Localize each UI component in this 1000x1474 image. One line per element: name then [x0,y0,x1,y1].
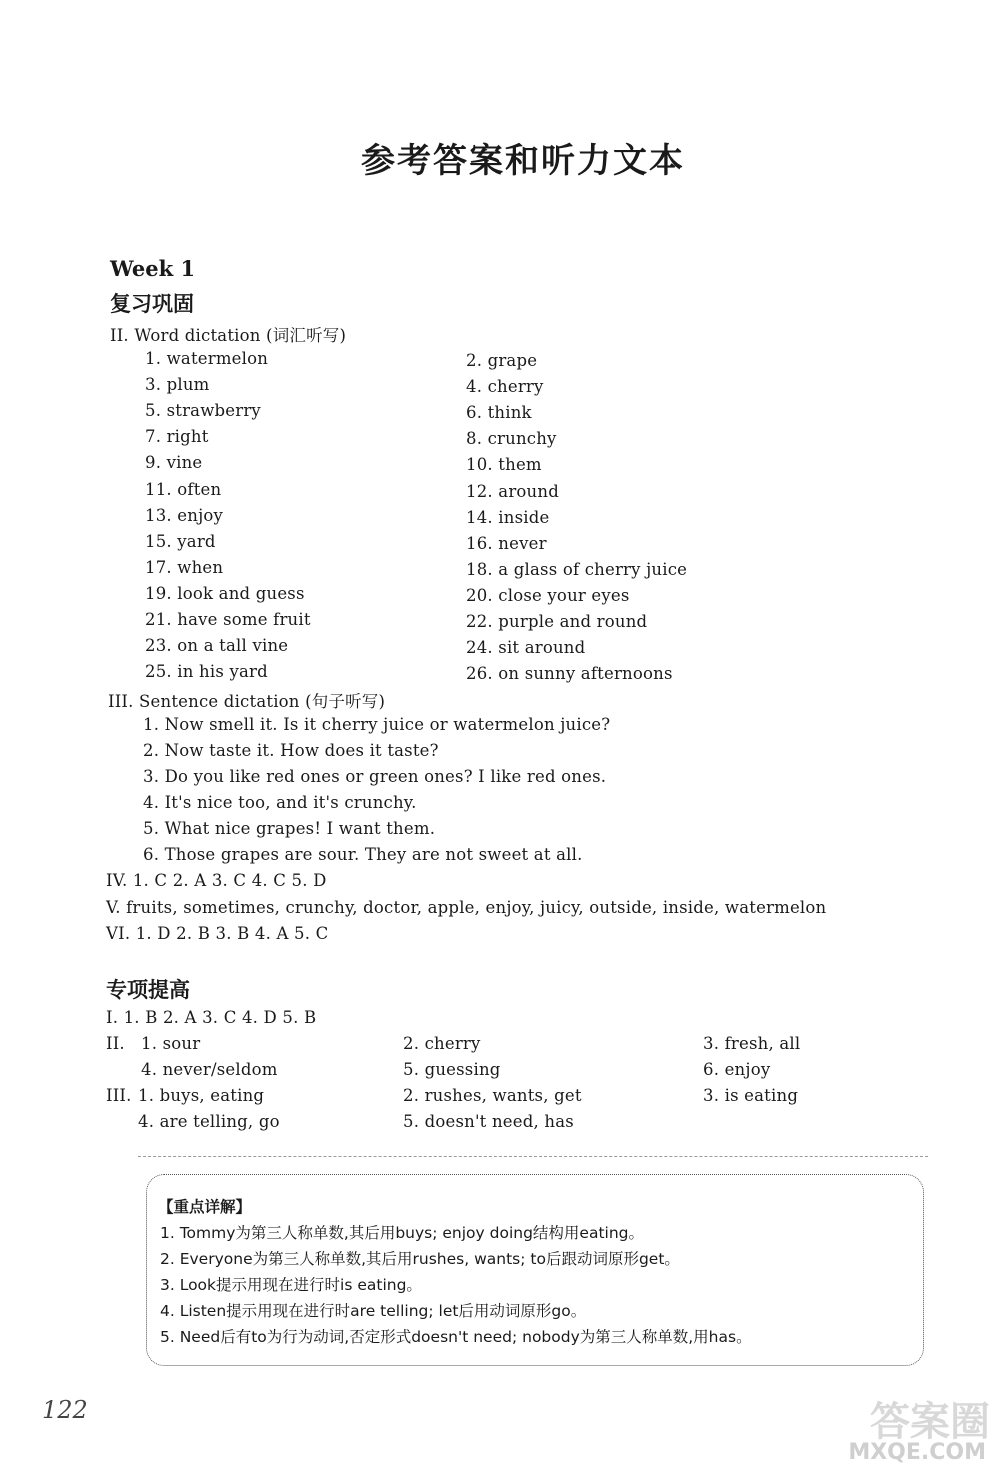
sentence-item: 2. Now taste it. How does it taste? [143,741,439,760]
word-item: 18. a glass of cherry juice [466,559,688,579]
answers-iv: IV. 1. C 2. A 3. C 4. C 5. D [106,871,327,890]
word-item: 4. cherry [466,377,544,397]
answer-item: 4. never/seldom [141,1060,278,1079]
answers-i: I. 1. B 2. A 3. C 4. D 5. B [106,1008,317,1027]
word-item: 12. around [466,481,559,501]
answer-item: 1. buys, eating [138,1086,265,1105]
sentence-item: 6. Those grapes are sour. They are not sweet at all. [143,845,583,864]
word-item: 3. plum [145,375,210,395]
word-item: 13. enjoy [145,505,224,525]
sentence-item: 5. What nice grapes! I want them. [143,819,436,838]
watermark-logo: 答案圈 [870,1399,990,1445]
word-item: 19. look and guess [145,583,305,603]
sentence-dictation-header: III. Sentence dictation (句子听写) [108,692,386,711]
key-point-item: 4. Listen提示用现在进行时are telling; let后用动词原形go。 [160,1302,587,1320]
word-item: 1. watermelon [145,349,269,368]
answer-item: 5. guessing [403,1060,501,1079]
answers-vi: VI. 1. D 2. B 3. B 4. A 5. C [106,924,329,943]
word-item: 22. purple and round [466,612,648,631]
review-heading: 复习巩固 [110,292,194,316]
divider-line [138,1156,928,1157]
key-point-item: 2. Everyone为第三人称单数,其后用rushes, wants; to后跟动词原形get。 [160,1250,680,1268]
word-item: 20. close your eyes [466,585,630,605]
answer-item: 1. sour [141,1034,201,1053]
answers-v: V. fruits, sometimes, crunchy, doctor, apple, enjoy, juicy, outside, inside, watermelon [106,898,827,917]
sentence-item: 4. It's nice too, and it's crunchy. [143,793,417,812]
word-item: 6. think [466,403,532,423]
key-points-heading: 【重点详解】 [158,1198,252,1216]
answer-item: 2. cherry [403,1034,481,1053]
iii-label: III. [106,1086,132,1105]
answer-item: 4. are telling, go [138,1112,280,1131]
word-item: 26. on sunny afternoons [466,664,673,684]
word-item: 14. inside [466,507,550,527]
improve-heading: 专项提高 [106,978,190,1002]
answer-item: 6. enjoy [703,1060,771,1079]
page-number: 122 [42,1396,88,1424]
word-item: 5. strawberry [145,401,261,421]
word-dictation-header: II. Word dictation (词汇听写) [110,326,347,345]
sentence-item: 3. Do you like red ones or green ones? I like red ones. [143,767,607,786]
word-item: 11. often [145,479,222,499]
word-item: 21. have some fruit [145,610,311,629]
key-point-item: 5. Need后有to为行为动词,否定形式doesn't need; nobody为第三人称单数,用has。 [160,1328,752,1346]
word-item: 17. when [145,557,224,577]
word-item: 24. sit around [466,638,586,658]
word-item: 25. in his yard [145,662,268,682]
key-point-item: 3. Look提示用现在进行时is eating。 [160,1276,422,1294]
answer-item: 3. fresh, all [703,1034,801,1053]
word-item: 16. never [466,533,547,553]
key-point-item: 1. Tommy为第三人称单数,其后用buys; enjoy doing结构用eating。 [160,1224,645,1242]
answer-item: 2. rushes, wants, get [403,1086,582,1105]
watermark-url: MXQE.COM [848,1440,986,1465]
word-item: 2. grape [466,351,538,370]
ii-label: II. [106,1034,125,1053]
word-item: 9. vine [145,453,203,473]
word-item: 10. them [466,455,542,475]
page-title: 参考答案和听力文本 [361,141,685,181]
week-heading: Week 1 [110,256,196,281]
word-item: 8. crunchy [466,429,557,449]
word-item: 23. on a tall vine [145,636,289,656]
sentence-item: 1. Now smell it. Is it cherry juice or watermelon juice? [143,715,611,734]
answer-item: 3. is eating [703,1086,799,1105]
answer-item: 5. doesn't need, has [403,1112,574,1131]
word-item: 15. yard [145,531,216,551]
word-item: 7. right [145,427,209,447]
